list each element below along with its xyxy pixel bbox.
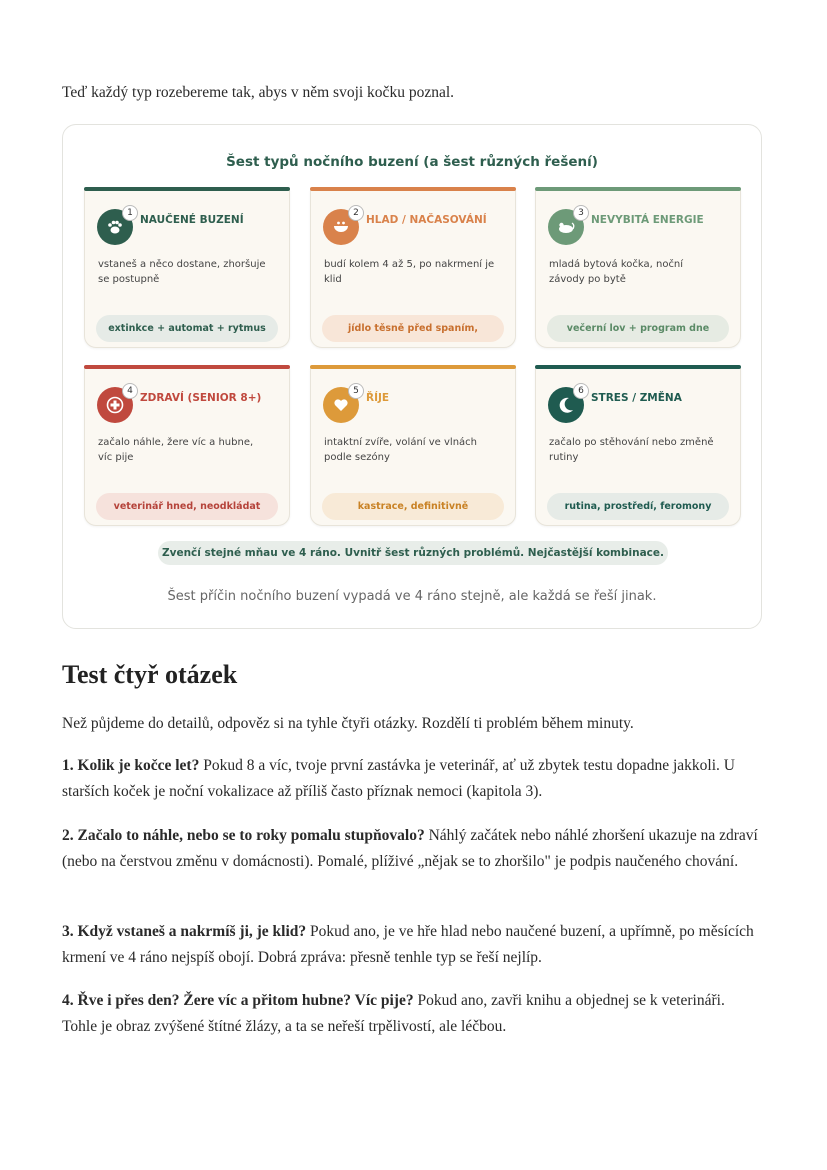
card-title: NEVYBITÁ ENERGIE xyxy=(591,214,704,226)
question-4-answer: Pokud ano, zavři knihu a objednej se k veterináři. Tohle je obraz zvýšené štítné žlázy, a ta se neřeší trpělivostí, ale léčbou. xyxy=(62,992,725,1035)
card-number: 6 xyxy=(573,383,589,399)
card-title: STRES / ZMĚNA xyxy=(591,392,682,404)
card-unspent-energy xyxy=(535,190,741,348)
card-solution-pill: jídlo těsně před spaním, xyxy=(322,315,504,342)
card-description: mladá bytová kočka, noční závody po bytě xyxy=(549,259,684,285)
card-accent-bar xyxy=(310,187,516,191)
card-solution-pill: večerní lov + program dne xyxy=(547,315,729,342)
section-intro: Než půjdeme do detailů, odpověz si na tyhle čtyři otázky. Rozdělí ti problém během minuty. xyxy=(62,715,634,732)
card-number: 3 xyxy=(573,205,589,221)
card-stress-change xyxy=(535,368,741,526)
summary-banner: Zvenčí stejné mňau ve 4 ráno. Uvnitř šest různých problémů. Nejčastější kombinace. xyxy=(158,541,668,565)
question-1 xyxy=(62,753,762,805)
card-title: ZDRAVÍ (SENIOR 8+) xyxy=(140,392,262,404)
question-3-label: 3. Když vstaneš a nakrmíš ji, je klid? xyxy=(62,923,307,940)
card-description: začalo náhle, žere víc a hubne, víc pije xyxy=(98,437,254,463)
figure-caption: Šest příčin nočního buzení vypadá ve 4 ráno stejně, ale každá se řeší jinak. xyxy=(167,589,657,604)
card-heat xyxy=(310,368,516,526)
card-title: NAUČENÉ BUZENÍ xyxy=(140,214,244,226)
question-1-label: 1. Kolik je kočce let? xyxy=(62,757,200,774)
card-title: ŘÍJE xyxy=(366,392,390,404)
question-3-answer: Pokud ano, je ve hře hlad nebo naučené buzení, a upřímně, po měsících krmení ve 4 ráno nejspíš obojí. Dobrá zpráva: přesně tenhle typ se řeší nejlíp. xyxy=(62,923,754,966)
question-2 xyxy=(62,823,762,875)
card-description: budí kolem 4 až 5, po nakrmení je klid xyxy=(324,259,495,285)
card-title: HLAD / NAČASOVÁNÍ xyxy=(366,214,487,226)
card-solution-pill: extinkce + automat + rytmus xyxy=(96,315,278,342)
card-number: 4 xyxy=(122,383,138,399)
question-2-answer: Náhlý začátek nebo náhlé zhoršení ukazuje na zdraví (nebo na čerstvou změnu v domácnosti). Pomalé, plíživé „nějak se to zhoršilo" je podpis naučeného chování. xyxy=(62,827,758,870)
card-solution-pill: veterinář hned, neodkládat xyxy=(96,493,278,520)
card-accent-bar xyxy=(535,187,741,191)
question-3 xyxy=(62,919,762,971)
intro-text: Teď každý typ rozebereme tak, abys v něm svoji kočku poznal. xyxy=(62,83,455,101)
card-description: začalo po stěhování nebo změně rutiny xyxy=(549,437,714,463)
figure-title: Šest typů nočního buzení (a šest různých řešení) xyxy=(226,154,598,170)
question-4-label: 4. Řve i přes den? Žere víc a přitom hubne? Víc pije? xyxy=(62,992,414,1009)
card-number: 1 xyxy=(122,205,138,221)
card-number: 5 xyxy=(348,383,364,399)
card-solution-pill: rutina, prostředí, feromony xyxy=(547,493,729,520)
question-4 xyxy=(62,988,762,1040)
card-accent-bar xyxy=(535,365,741,369)
card-number: 2 xyxy=(348,205,364,221)
section-heading: Test čtyř otázek xyxy=(62,660,238,689)
card-accent-bar xyxy=(310,365,516,369)
question-2-label: 2. Začalo to náhle, nebo se to roky pomalu stupňovalo? xyxy=(62,827,425,844)
night-waking-figure xyxy=(62,124,762,629)
card-health-senior xyxy=(84,368,290,526)
card-description: vstaneš a něco dostane, zhoršuje se postupně xyxy=(98,259,266,285)
card-solution-pill: kastrace, definitivně xyxy=(322,493,504,520)
card-learned-waking xyxy=(84,190,290,348)
card-description: intaktní zvíře, volání ve vlnách podle sezóny xyxy=(324,437,478,463)
card-accent-bar xyxy=(84,187,290,191)
card-accent-bar xyxy=(84,365,290,369)
card-hunger-timing xyxy=(310,190,516,348)
question-1-answer: Pokud 8 a víc, tvoje první zastávka je veterinář, ať už zbytek testu dopadne jakkoli. U starších koček je noční vokalizace až příliš často příznak nemoci (kapitola 3). xyxy=(62,757,735,800)
